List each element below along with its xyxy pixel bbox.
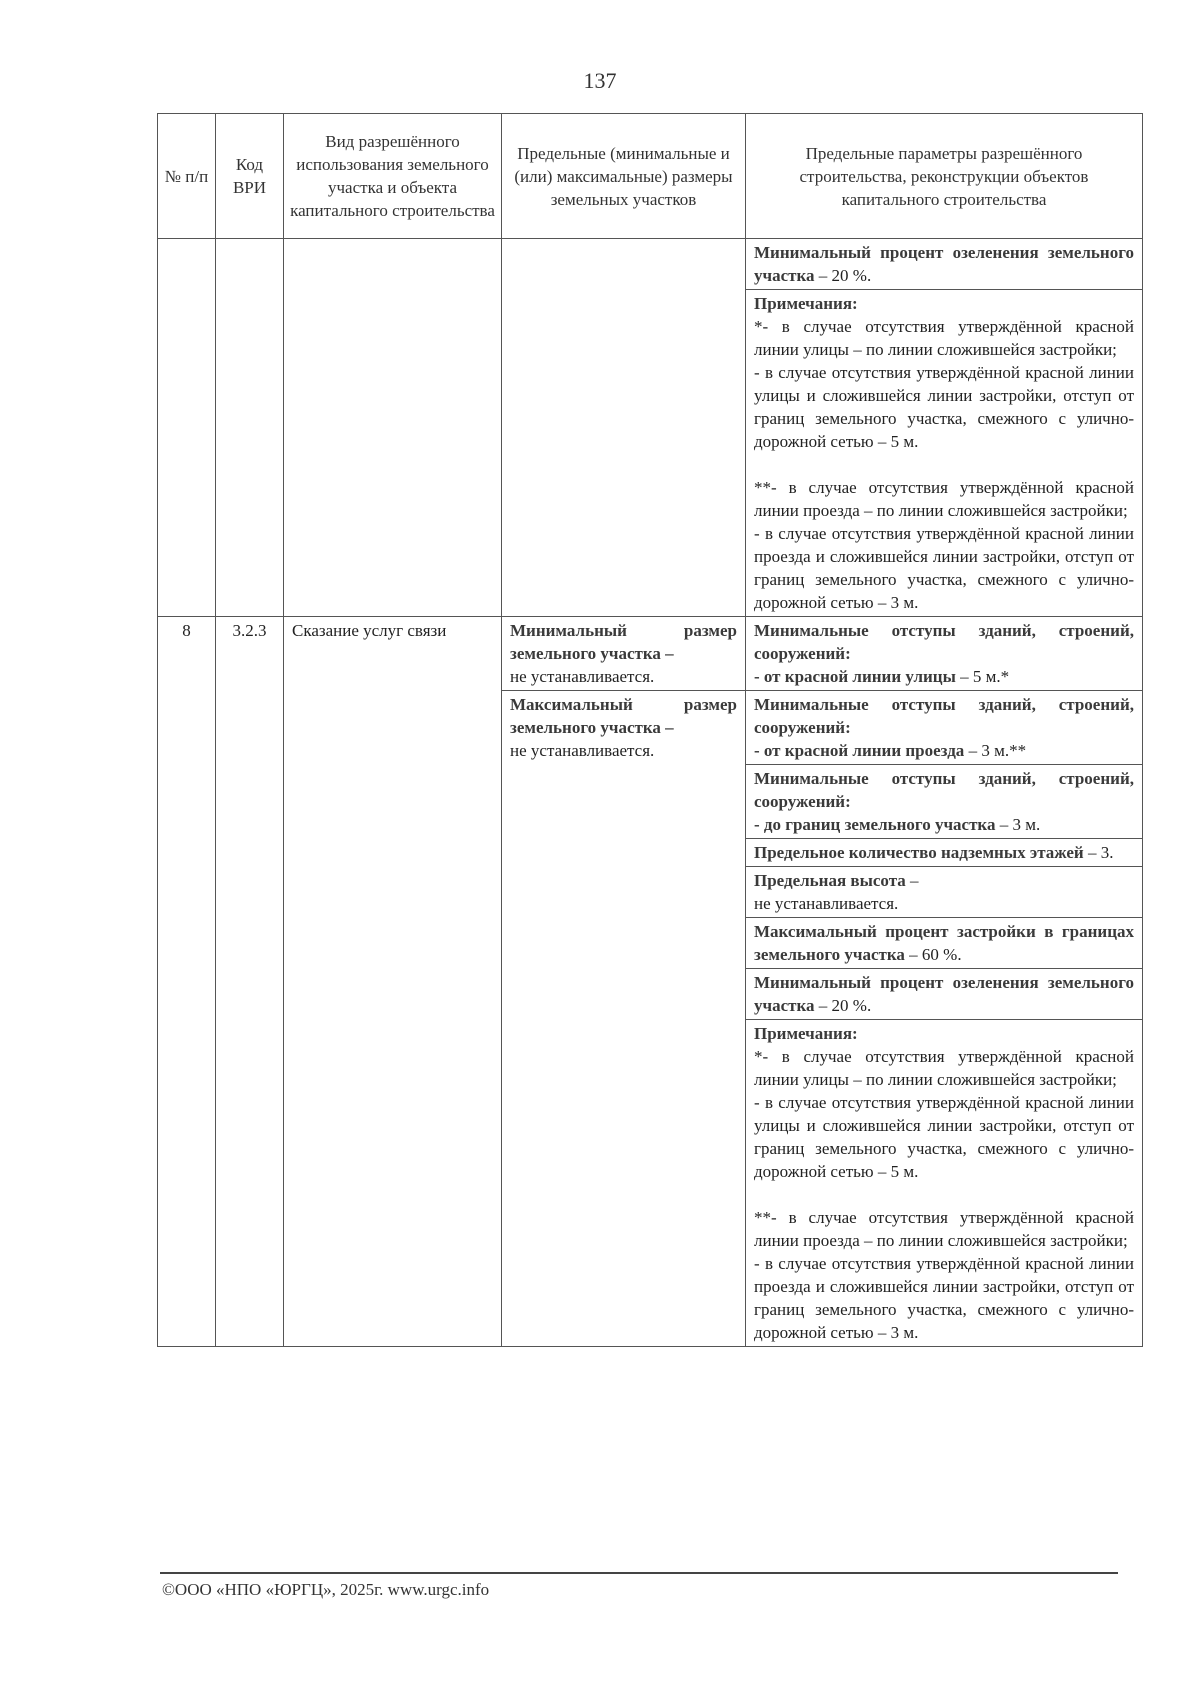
table-header-row <box>158 114 1143 239</box>
entry-green-value: – 20 %. <box>814 996 872 1015</box>
entry-floors-cell <box>746 839 1143 867</box>
entry-min-size-label: Минимальный размер земельного участка – <box>510 621 737 663</box>
entry-note: - в случае отсутствия утверждённой красной линии проезда и сложившейся линии застройки, отступ от границ земельного участка, смежного с улично-дорожной сетью – 3 м. <box>754 1254 1134 1342</box>
regulation-table <box>157 113 1143 1347</box>
entry-floors-value: – 3. <box>1083 843 1114 862</box>
header-parameters: Предельные параметры разрешённого строительства, реконструкции объектов капитального строительства <box>746 114 1143 239</box>
continuation-size-cell <box>502 239 746 617</box>
entry-setbacks-label: Минимальные отступы зданий, строений, сооружений: <box>754 769 1134 811</box>
entry-setback-plot-label: - до границ земельного участка <box>754 815 996 834</box>
header-use-type: Вид разрешённого использования земельного участка и объекта капитального строительства <box>284 114 502 239</box>
continuation-note: **- в случае отсутствия утверждённой красной линии проезда – по линии сложившейся застройки; <box>754 478 1134 520</box>
continuation-green-cell <box>746 239 1143 290</box>
continuation-row-green <box>158 239 1143 290</box>
entry-setback-passage-label: - от красной линии проезда <box>754 741 965 760</box>
entry-green-cell <box>746 969 1143 1020</box>
continuation-note: - в случае отсутствия утверждённой красной линии проезда и сложившейся линии застройки, отступ от границ земельного участка, смежного с улично-дорожной сетью – 3 м. <box>754 524 1134 612</box>
entry-row-1 <box>158 617 1143 691</box>
header-code: Код ВРИ <box>216 114 284 239</box>
entry-setback-passage-cell <box>746 691 1143 765</box>
continuation-green-label: Минимальный процент озеленения земельного участка <box>754 243 1134 285</box>
entry-notes-title: Примечания: <box>754 1024 858 1043</box>
entry-notes-cell <box>746 1020 1143 1347</box>
entry-num: 8 <box>158 617 216 1347</box>
entry-height-label: Предельная высота <box>754 871 906 890</box>
entry-note: *- в случае отсутствия утверждённой красной линии улицы – по линии сложившейся застройки; <box>754 1047 1134 1089</box>
entry-setback-plot-value: – 3 м. <box>995 815 1041 834</box>
page-number: 137 <box>583 68 617 93</box>
entry-max-size-label: Максимальный размер земельного участка – <box>510 695 737 737</box>
continuation-code-cell <box>216 239 284 617</box>
entry-coverage-value: – 60 %. <box>904 945 962 964</box>
entry-setback-street-label: - от красной линии улицы <box>754 667 956 686</box>
entry-setback-plot-cell <box>746 765 1143 839</box>
continuation-notes-cell <box>746 290 1143 617</box>
entry-use-type: Сказание услуг связи <box>284 617 502 1347</box>
entry-max-size-cell <box>502 691 746 1347</box>
entry-min-size-cell <box>502 617 746 691</box>
entry-note: - в случае отсутствия утверждённой красной линии улицы и сложившейся линии застройки, отступ от границ земельного участка, смежного с улично-дорожной сетью – 5 м. <box>754 1093 1134 1181</box>
entry-coverage-cell <box>746 918 1143 969</box>
entry-setbacks-label: Минимальные отступы зданий, строений, сооружений: <box>754 621 1134 663</box>
continuation-green-value: – 20 %. <box>814 266 872 285</box>
footer-copyright: ©ООО «НПО «ЮРГЦ», 2025г. www.urgc.info <box>162 1580 490 1599</box>
entry-min-size-value: не устанавливается. <box>510 667 655 686</box>
entry-floors-label: Предельное количество надземных этажей <box>754 843 1084 862</box>
continuation-note: *- в случае отсутствия утверждённой красной линии улицы – по линии сложившейся застройки; <box>754 317 1134 359</box>
entry-setback-street-value: – 5 м.* <box>955 667 1010 686</box>
header-num: № п/п <box>158 114 216 239</box>
entry-green-label: Минимальный процент озеленения земельного участка <box>754 973 1134 1015</box>
continuation-notes-title: Примечания: <box>754 294 858 313</box>
entry-setback-passage-value: – 3 м.** <box>964 741 1027 760</box>
header-plot-sizes: Предельные (минимальные и (или) максимальные) размеры земельных участков <box>502 114 746 239</box>
entry-height-value: не устанавливается. <box>754 894 899 913</box>
entry-coverage-label: Максимальный процент застройки в границах земельного участка <box>754 922 1134 964</box>
entry-height-dash: – <box>905 871 919 890</box>
entry-setback-street-cell <box>746 617 1143 691</box>
continuation-use-cell <box>284 239 502 617</box>
entry-note: **- в случае отсутствия утверждённой красной линии проезда – по линии сложившейся застройки; <box>754 1208 1134 1250</box>
entry-max-size-value: не устанавливается. <box>510 741 655 760</box>
entry-height-cell <box>746 867 1143 918</box>
continuation-note: - в случае отсутствия утверждённой красной линии улицы и сложившейся линии застройки, отступ от границ земельного участка, смежного с улично-дорожной сетью – 5 м. <box>754 363 1134 451</box>
continuation-num-cell <box>158 239 216 617</box>
footer-divider <box>160 1572 1118 1574</box>
entry-code: 3.2.3 <box>216 617 284 1347</box>
entry-setbacks-label: Минимальные отступы зданий, строений, сооружений: <box>754 695 1134 737</box>
